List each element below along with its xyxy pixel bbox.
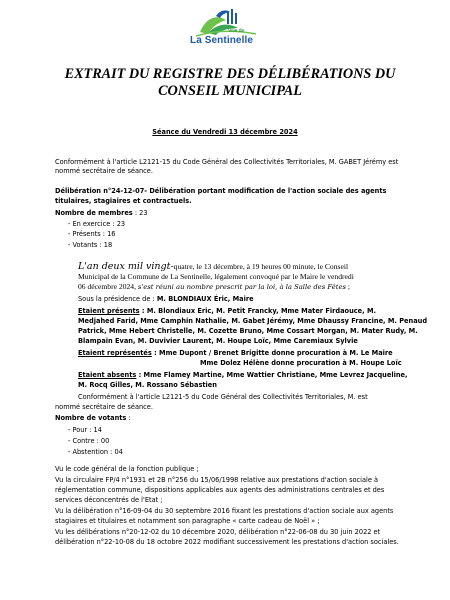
vu-line: réglementation commune, dispositions applicables aux agents des administrations centrales et des [55,486,385,494]
presidence-line [78,294,254,304]
conformement-line-1: Conformément à l'article L2121-15 du Code Général des Collectivités Territoriales, M. GABET Jérémy est [55,158,399,166]
logo-ville-de: Ville de [228,28,245,34]
intro-end: ; [345,282,350,291]
vu-line: Vu la circulaire FP/4 n°1931 et 2B n°256 du 15/06/1998 relative aux prestations d'action sociale à [55,476,379,484]
membres-heading [55,208,148,218]
presents-label: Etaient présents [78,307,140,315]
absents-l1: : Mme Flamey Martine, Mme Wattier Christiane, Mme Levrez Jacqueline, [136,371,408,379]
intro-handwritten: L'an deux mil vingt- [78,261,174,272]
presents-l1: : M. Blondiaux Eric, M. Petit Francky, Mme Mater Firdaouce, M. [139,307,377,315]
vu-line: Vu les délibérations n°20-12-02 du 10 décembre 2020, délibération n°22-06-08 du 30 juin 2022 et [55,528,381,536]
represents-label: Etaient représentés [78,349,152,357]
conformement2-line-1: Conformément à l'article L2121-5 du Code Général des Collectivités Territoriales, M. est [78,393,368,401]
membres-item: - Présents : 16 [68,230,116,238]
presidence-label: Sous la présidence de : [78,295,157,303]
logo-town-name: La Sentinelle [190,35,253,46]
vu-line: délibération n°22-10-08 du 18 octobre 2022 modifiant successivement les prestations d'action sociales. [55,538,399,546]
presents-line-3: Patrick, Mme Hebert Christelle, M. Cozette Bruno, Mme Cossart Morgan, M. Mater Rudy, M. [78,327,418,335]
votes-item: - Abstention : 04 [68,448,123,456]
membres-item: - En exercice : 23 [68,220,126,228]
absents-line-1 [78,370,408,380]
vu-line: Vu le code général de la fonction publique ; [55,465,199,473]
votes-value: : [126,414,131,422]
intro-rest: quatre, le 13 décembre, à 19 heures 00 minute, le Conseil [173,262,349,271]
vu-line: Vu la délibération n°16-09-04 du 30 septembre 2016 fixant les prestations d'action sociale aux agents [55,507,394,515]
vu-line: stagiaires et titulaires et notamment son paragraphe « carte cadeau de Noël » ; [55,517,320,525]
presidence-name: M. BLONDIAUX Éric, Maire [156,295,254,303]
intro-line-3 [78,282,350,292]
intro-handwritten-2: s'est réuni au nombre prescrit par la loi, à la Salle des Fêtes [137,283,346,291]
page-title [60,66,400,100]
deliberation-line-1: Délibération n°24-12-07- Délibération portant modification de l'action sociale des agents [55,187,387,195]
absents-line-2: M. Rocq Gilles, M. Rossano Sébastien [78,381,217,389]
presents-line-2: Medjahed Farid, Mme Camphin Nathalie, M. Gabet Jérémy, Mme Dhaussy Francine, M. Penaud [78,317,428,325]
deliberation-line-2: titulaires, stagiaires et contractuels. [55,197,192,205]
title-line-2: CONSEIL MUNICIPAL [158,83,302,99]
votes-item: - Contre : 00 [68,437,110,445]
represents-l1: : Mme Dupont / Brenet Brigitte donne procuration à M. Le Maire [151,349,393,357]
title-line-1: EXTRAIT DU REGISTRE DES DÉLIBÉRATIONS DU [64,66,396,82]
seance-date: Séance du Vendredi 13 décembre 2024 [152,128,298,136]
represents-line-1 [78,348,393,358]
presents-line-4: Blampain Evan, M. Duvivier Laurent, M. Houpe Loïc, Mme Caremiaux Sylvie [78,337,358,345]
vu-line: services déconcentrés de l'Etat ; [55,496,163,504]
votes-item: - Pour : 14 [68,426,102,434]
votes-label: Nombre de votants [55,414,127,422]
intro-date: 06 décembre 2024, [78,282,138,291]
absents-label: Etaient absents [78,371,137,379]
intro-line-2: Municipal de la Commune de La Sentinelle, légalement convoqué par le Maire le vendredi [78,272,354,281]
presents-line-1 [78,306,376,316]
conformement2-line-2: nommé secrétaire de séance. [55,403,153,411]
membres-value: : 23 [132,209,148,217]
represents-line-2: Mme Dolez Hélène donne procuration à M. Houpe Loïc [200,359,402,367]
membres-item: - Votants : 18 [68,241,113,249]
intro-line-1 [78,262,348,272]
membres-label: Nombre de membres [55,209,133,217]
conformement-line-2: nommé secrétaire de séance. [55,167,153,175]
votes-heading [55,413,131,423]
